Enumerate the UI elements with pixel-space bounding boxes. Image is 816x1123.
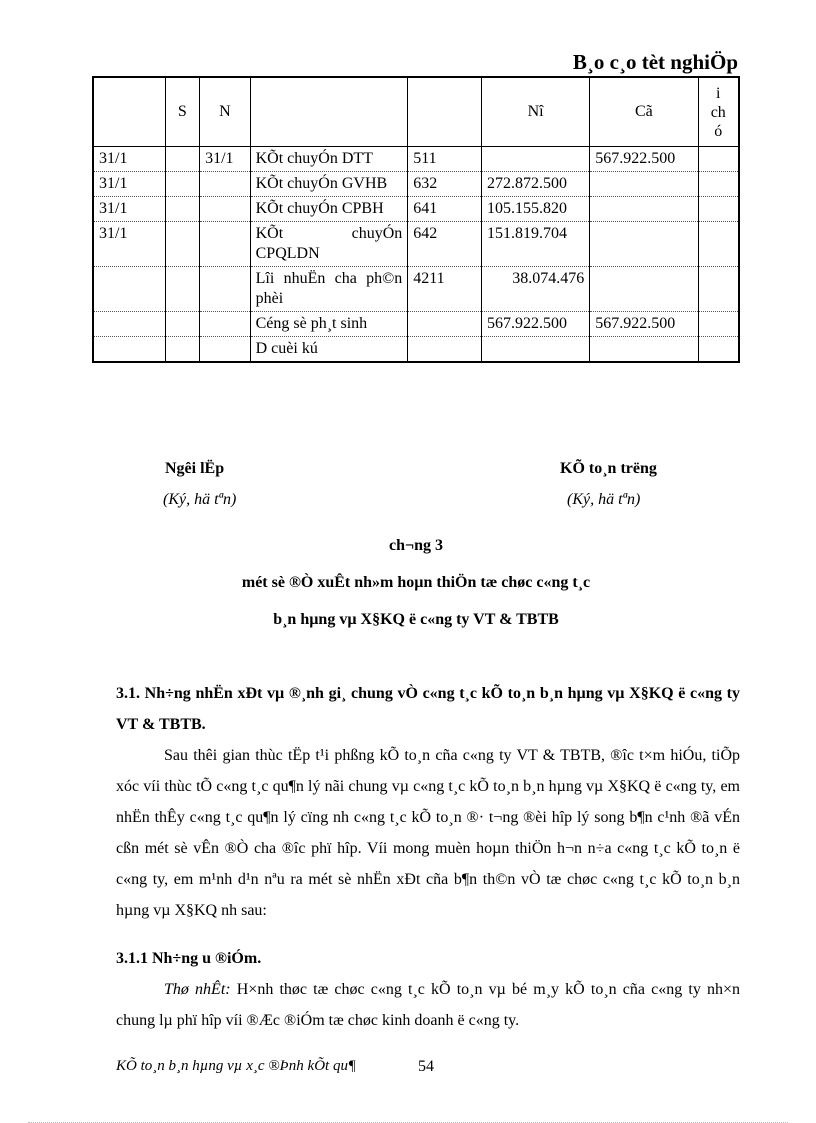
- section-paragraph: Sau thêi gian thùc tËp t¹i phßng kÕ to¸n cña c«ng ty VT & TBTB, ®îc t×m hiÓu, tiÕp xóc víi thùc tÕ c«ng t¸c qu¶n lý nãi chung vµ c«ng t¸c kÕ to¸n b¸n hµng vµ X§KQ ë c«ng ty, em nhËn thÊy c«ng t¸c qu¶n lý cïng nh c«ng t¸c kÕ to¸n ®· t¬ng ®èi hîp lý song b¶n c¹nh ®ã vÉn cßn mét sè vÊn ®Ò cha ®îc phï hîp. Víi mong muèn hoµn thiÖn h¬n n÷a c«ng t¸c kÕ to¸n ë c«ng ty, em m¹nh d¹n nªu ra mét sè nhËn xÐt cña b¶n th©n vÒ tæ chøc c«ng t¸c kÕ to¸n b¸n hµng vµ X§KQ nh sau:: [116, 747, 740, 919]
- table-cell: [200, 267, 251, 312]
- table-row: [93, 172, 739, 197]
- table-cell: [165, 172, 199, 197]
- table-cell: [590, 337, 698, 363]
- header-cell: Nî: [481, 77, 589, 147]
- chapter-title-line1: mét sè ®Ò xuÊt nh»m hoµn thiÖn tæ chøc c«ng t¸c: [241, 574, 591, 591]
- header-cell: i ch ó: [698, 77, 739, 147]
- header-cell: S: [165, 77, 199, 147]
- table-cell: 38.074.476: [481, 267, 589, 312]
- table-cell: 272.872.500: [481, 172, 589, 197]
- table-cell: [481, 147, 589, 172]
- table-cell: 567.922.500: [590, 312, 698, 337]
- footer-text: KÕ to¸n b¸n hµng vµ x¸c ®Þnh kÕt qu¶: [116, 1058, 356, 1074]
- sub-heading: 3.1.1 Nh÷ng u ®iÓm.: [116, 950, 262, 967]
- table-cell: [408, 337, 482, 363]
- table-cell: [165, 197, 199, 222]
- table-cell: [698, 267, 739, 312]
- chapter-title-line2: b¸n hµng vµ X§KQ ë c«ng ty VT & TBTB: [273, 611, 559, 628]
- table-cell: [698, 147, 739, 172]
- table-row: [93, 222, 739, 267]
- table-cell: [165, 337, 199, 363]
- table-cell: 31/1: [93, 172, 165, 197]
- table-row: [93, 267, 739, 312]
- table-row: [93, 197, 739, 222]
- table-cell: [698, 337, 739, 363]
- table-cell: [698, 312, 739, 337]
- section-heading: 3.1. Nh÷ng nhËn xÐt vµ ®¸nh gi¸ chung vÒ c«ng t¸c kÕ to¸n b¸n hµng vµ X§KQ ë c«ng ty VT & TBTB.: [116, 685, 740, 733]
- table-cell: 511: [408, 147, 482, 172]
- table-cell: Céng sè ph¸t sinh: [250, 312, 408, 337]
- header-cell: [408, 77, 482, 147]
- table-cell: 641: [408, 197, 482, 222]
- table-cell: 567.922.500: [481, 312, 589, 337]
- table-cell: [200, 172, 251, 197]
- table-row: [93, 312, 739, 337]
- table-cell: [165, 312, 199, 337]
- header-title: B¸o c¸o tèt nghiÖp: [572, 50, 738, 74]
- table-cell: [698, 222, 739, 267]
- first-point-label: Thø nhÊt:: [164, 981, 231, 998]
- table-cell: [200, 312, 251, 337]
- header-cell: N: [200, 77, 251, 147]
- first-point-text: H×nh thøc tæ chøc c«ng t¸c kÕ to¸n vµ bé m¸y kÕ to¸n cña c«ng ty nh×n chung lµ phï hîp víi ®Æc ®iÓm tæ chøc kinh doanh ë c«ng ty.: [116, 981, 741, 1029]
- table-cell: [590, 222, 698, 267]
- table-cell: [590, 172, 698, 197]
- table-cell: 31/1: [200, 147, 251, 172]
- table-cell: 151.819.704: [481, 222, 589, 267]
- chief-accountant-title: KÕ to¸n trëng: [560, 460, 657, 477]
- table-row: [93, 337, 739, 363]
- table-cell: [165, 267, 199, 312]
- table-cell: 632: [408, 172, 482, 197]
- table-cell: [165, 222, 199, 267]
- table-cell: D cuèi kú: [250, 337, 408, 363]
- table-cell: [698, 197, 739, 222]
- table-header-row: [93, 77, 739, 147]
- table-cell: KÕt chuyÓn CPBH: [250, 197, 408, 222]
- table-cell: KÕt chuyÓn DTT: [250, 147, 408, 172]
- table-cell: [93, 267, 165, 312]
- table-cell: KÕt chuyÓn CPQLDN: [250, 222, 408, 267]
- table-cell: [93, 312, 165, 337]
- table-cell: Lîi nhuËn cha ph©n phèi: [250, 267, 408, 312]
- preparer-sub: (Ký, hä tªn): [163, 491, 237, 508]
- page-number: 54: [418, 1058, 434, 1075]
- first-point: [116, 974, 740, 1036]
- chapter-label: ch¬ng 3: [388, 537, 443, 554]
- table-cell: 567.922.500: [590, 147, 698, 172]
- table-cell: [590, 267, 698, 312]
- chief-accountant-sub: (Ký, hä tªn): [567, 491, 641, 508]
- table-cell: 105.155.820: [481, 197, 589, 222]
- header-cell: [250, 77, 408, 147]
- table-cell: [93, 337, 165, 363]
- table-cell: [408, 312, 482, 337]
- table-cell: [698, 172, 739, 197]
- table-cell: KÕt chuyÓn GVHB: [250, 172, 408, 197]
- header-cell: [93, 77, 165, 147]
- ledger-table: [92, 76, 740, 363]
- table-cell: [200, 197, 251, 222]
- table-cell: 4211: [408, 267, 482, 312]
- table-cell: 31/1: [93, 222, 165, 267]
- header-cell: Cã: [590, 77, 698, 147]
- table-cell: [200, 337, 251, 363]
- table-cell: [481, 337, 589, 363]
- table-cell: [165, 147, 199, 172]
- table-cell: [200, 222, 251, 267]
- table-cell: 31/1: [93, 197, 165, 222]
- table-cell: [590, 197, 698, 222]
- table-row: [93, 147, 739, 172]
- table-cell: 31/1: [93, 147, 165, 172]
- table-cell: 642: [408, 222, 482, 267]
- preparer-title: Ngêi lËp: [165, 460, 225, 477]
- page-header: [116, 50, 740, 77]
